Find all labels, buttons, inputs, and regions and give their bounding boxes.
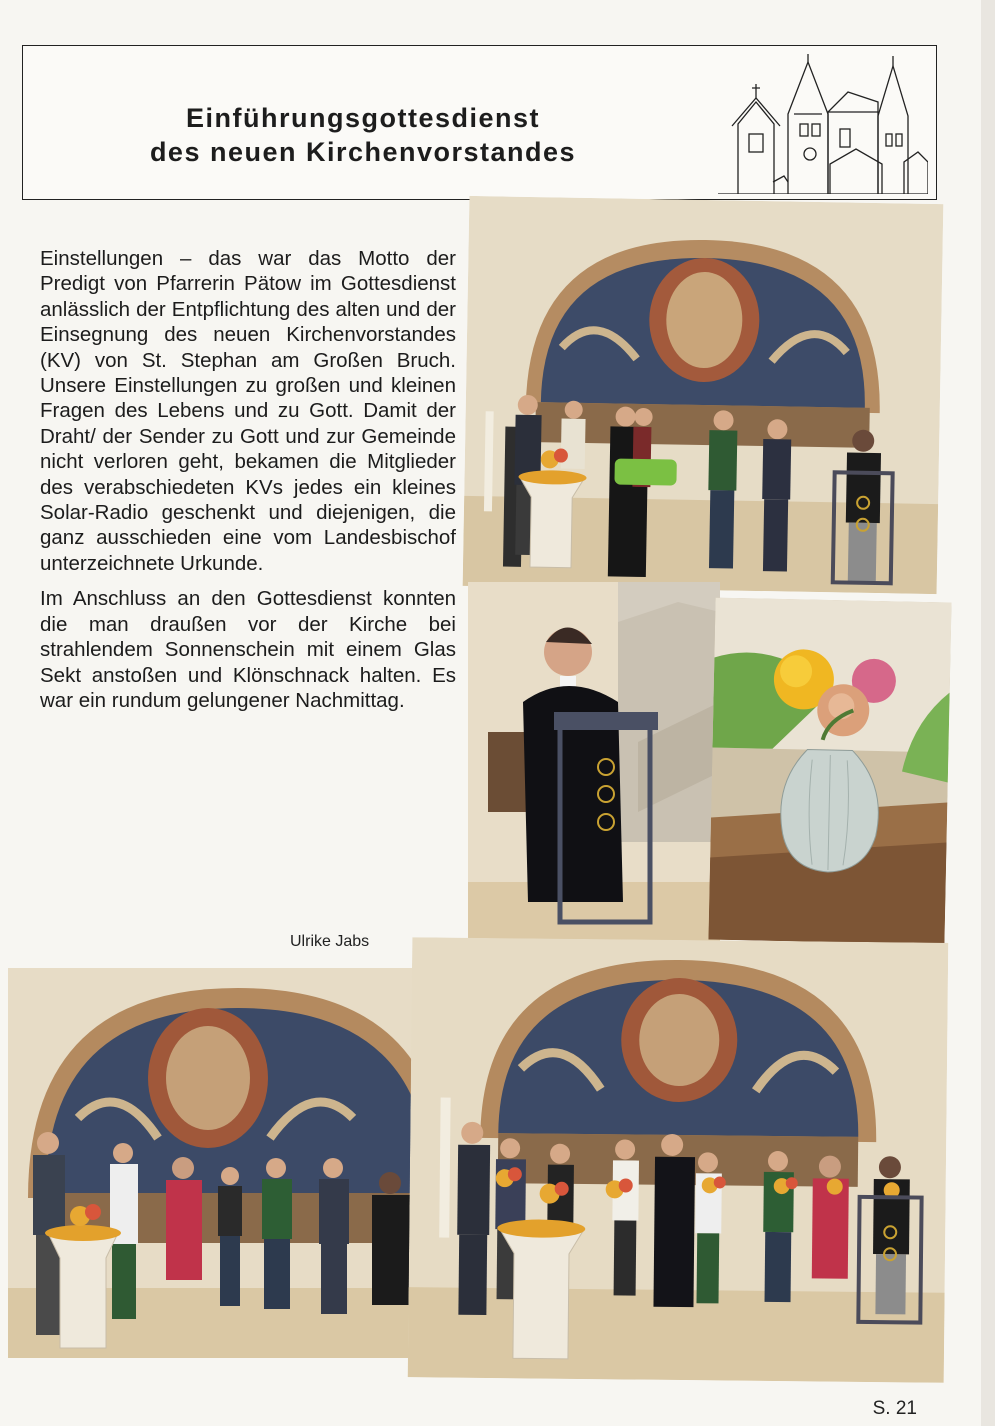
photo-group-altar <box>8 968 468 1358</box>
photo-pastor-lectern <box>468 582 720 948</box>
page-number: S. 21 <box>872 1398 917 1419</box>
church-sketch-icon <box>718 54 928 194</box>
page-title <box>83 101 643 169</box>
photo-flower-vase <box>708 598 951 945</box>
article-paragraph-1: Einstellungen – das war das Motto der Predigt von Pfarrerin Pätow im Gottesdienst anlässlich der Entpflichtung des alten und der Einsegnung des neuen Kirchenvorstandes (KV) von St. Stephan am Großen Bruch. Unsere Einstellungen zu großen und kleinen Fragen des Lebens und zu Gott. Damit der Draht/ der Sender zu Gott und zur Gemeinde nicht verloren geht, bekamen die Mitglieder des verabschiedeten KVs jedes ein kleines Solar-Radio geschenkt und diejenigen, die ganz ausschieden eine vom Landesbischof unterzeichnete Urkunde. <box>40 247 456 575</box>
page-edge <box>981 0 995 1426</box>
article-paragraph-2: Im Anschluss an den Gottesdienst konnten die man draußen vor der Kirche bei strahlendem Sonnenschein mit einem Glas Sekt anstoßen und Klönschnack halten. Es war ein rundum gelungener Nachmittag. <box>40 587 456 712</box>
title-line-2: des neuen Kirchenvorstandes <box>149 137 577 167</box>
title-line-1: Einführungsgottesdienst <box>186 103 540 133</box>
photo-group-flowers <box>408 937 949 1383</box>
article-body <box>40 246 456 723</box>
title-box <box>22 45 937 200</box>
author-name: Ulrike Jabs <box>290 933 370 950</box>
photo-altar-ceremony <box>463 196 944 594</box>
